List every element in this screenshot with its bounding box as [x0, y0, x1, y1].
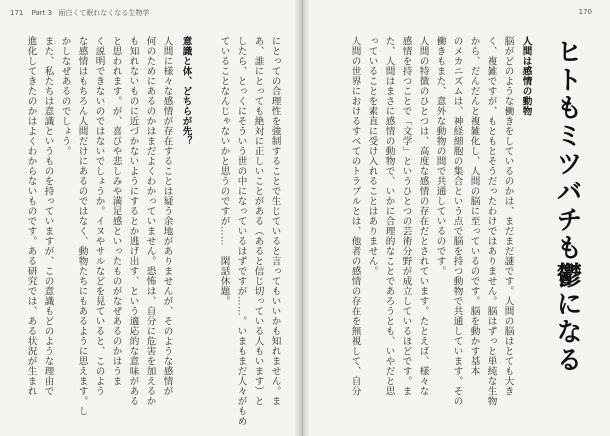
right-text-column: っていることを素直に受け入れることはありません。 — [366, 36, 378, 276]
left-page-number: 171 — [10, 9, 24, 17]
left-text-column: 何のためにあるのかはまだよくわかっていません。恐怖は、自分に危害を加えるか — [144, 36, 156, 406]
left-text-column: かしなぜあるのでしょう。 — [59, 36, 71, 156]
section-heading-emotion: 人間は感情の動物 — [520, 36, 532, 116]
left-text-column: にとっての合理性を強制することで生じていると言ってもいいかも知れません。ま — [269, 36, 281, 406]
left-text-column: く説明できないのではないでしょうか。イヌやサルなどを見ていると、このよう — [93, 36, 105, 396]
left-page — [0, 0, 302, 436]
right-text-column: 人間の特徴のひとつは、高度な感情の存在だとされています。たとえば、様々な — [417, 36, 429, 396]
left-text-column: も知れないものに近づかないようにするとか逃げ出す、という適応的な意味がある — [127, 36, 139, 406]
right-text-column: 人間の世界におけるすべてのトラブルとは、他者の感情の存在を無視して、自分 — [349, 36, 361, 396]
right-text-column: のメカニズムは、神経細胞の集合という点で脳を持つ動物で共通しています。その — [451, 36, 463, 406]
right-text-column: 感情を持つことで「文学」というひとつの芸術分野が成立しているほどです。ま — [400, 36, 412, 396]
right-page — [303, 0, 610, 436]
right-text-column: く、複雑ですが、もともとそうだったわけではありません。脳はずっと単純な生物 — [485, 36, 497, 406]
right-text-column: から、だんだんと複雑化し、人間の脳に至っているのです。脳を動かす基本 — [468, 36, 480, 376]
left-text-column: 人間に様々な感情が存在することは疑う余地がありませんが、そのような感情が — [161, 36, 173, 396]
right-text-column: 脳がどのような働きをしているのかは、まだまだ謎です。人間の脳はとても大き — [502, 36, 514, 396]
left-text-column: な感情はもちろん人間だけにあるのではなく、動物たちにもあるように思えます。し — [76, 36, 88, 416]
left-text-column: また、私たちは意識というものを持っていますが、この意識もどのような理由で — [42, 36, 54, 396]
right-page-number: 170 — [578, 8, 592, 16]
chapter-title: ヒトもミツバチも鬱になる — [552, 38, 582, 374]
right-text-column: た、人間はまさに感情の動物で、いかに合理的なことであろうとも、いやだと思 — [383, 36, 395, 396]
left-text-column: ていることなんじゃないかと思うのですが…… 閑話休題。 — [218, 36, 230, 306]
section-heading-mind-body: 意識と体、どちらが先？ — [180, 36, 192, 146]
left-page-header — [10, 8, 149, 18]
left-text-column: あ、誰にとっても絶対に正しいことがある（あると信じ切っている人もいます）と — [252, 36, 264, 406]
right-text-column: 働きもまた、意外な動物の間で共通しているのです。 — [434, 36, 446, 276]
left-text-column: 進化してきたのかはよくわからないものです。ある研究では、ある状況が生まれ — [25, 36, 37, 396]
page-gutter — [294, 0, 310, 436]
running-header: 面白くて眠れなくなる生物学 — [58, 9, 150, 17]
left-text-column: と思われます。が、喜びや悲しみや満足感といったものがなぜあるのかはうま — [110, 36, 122, 386]
left-text-column: したら、とっくにそういう世の中になっているはずですが……。いまもまだ人々がもめ — [235, 36, 247, 426]
part-label: Part 3 — [31, 9, 53, 17]
